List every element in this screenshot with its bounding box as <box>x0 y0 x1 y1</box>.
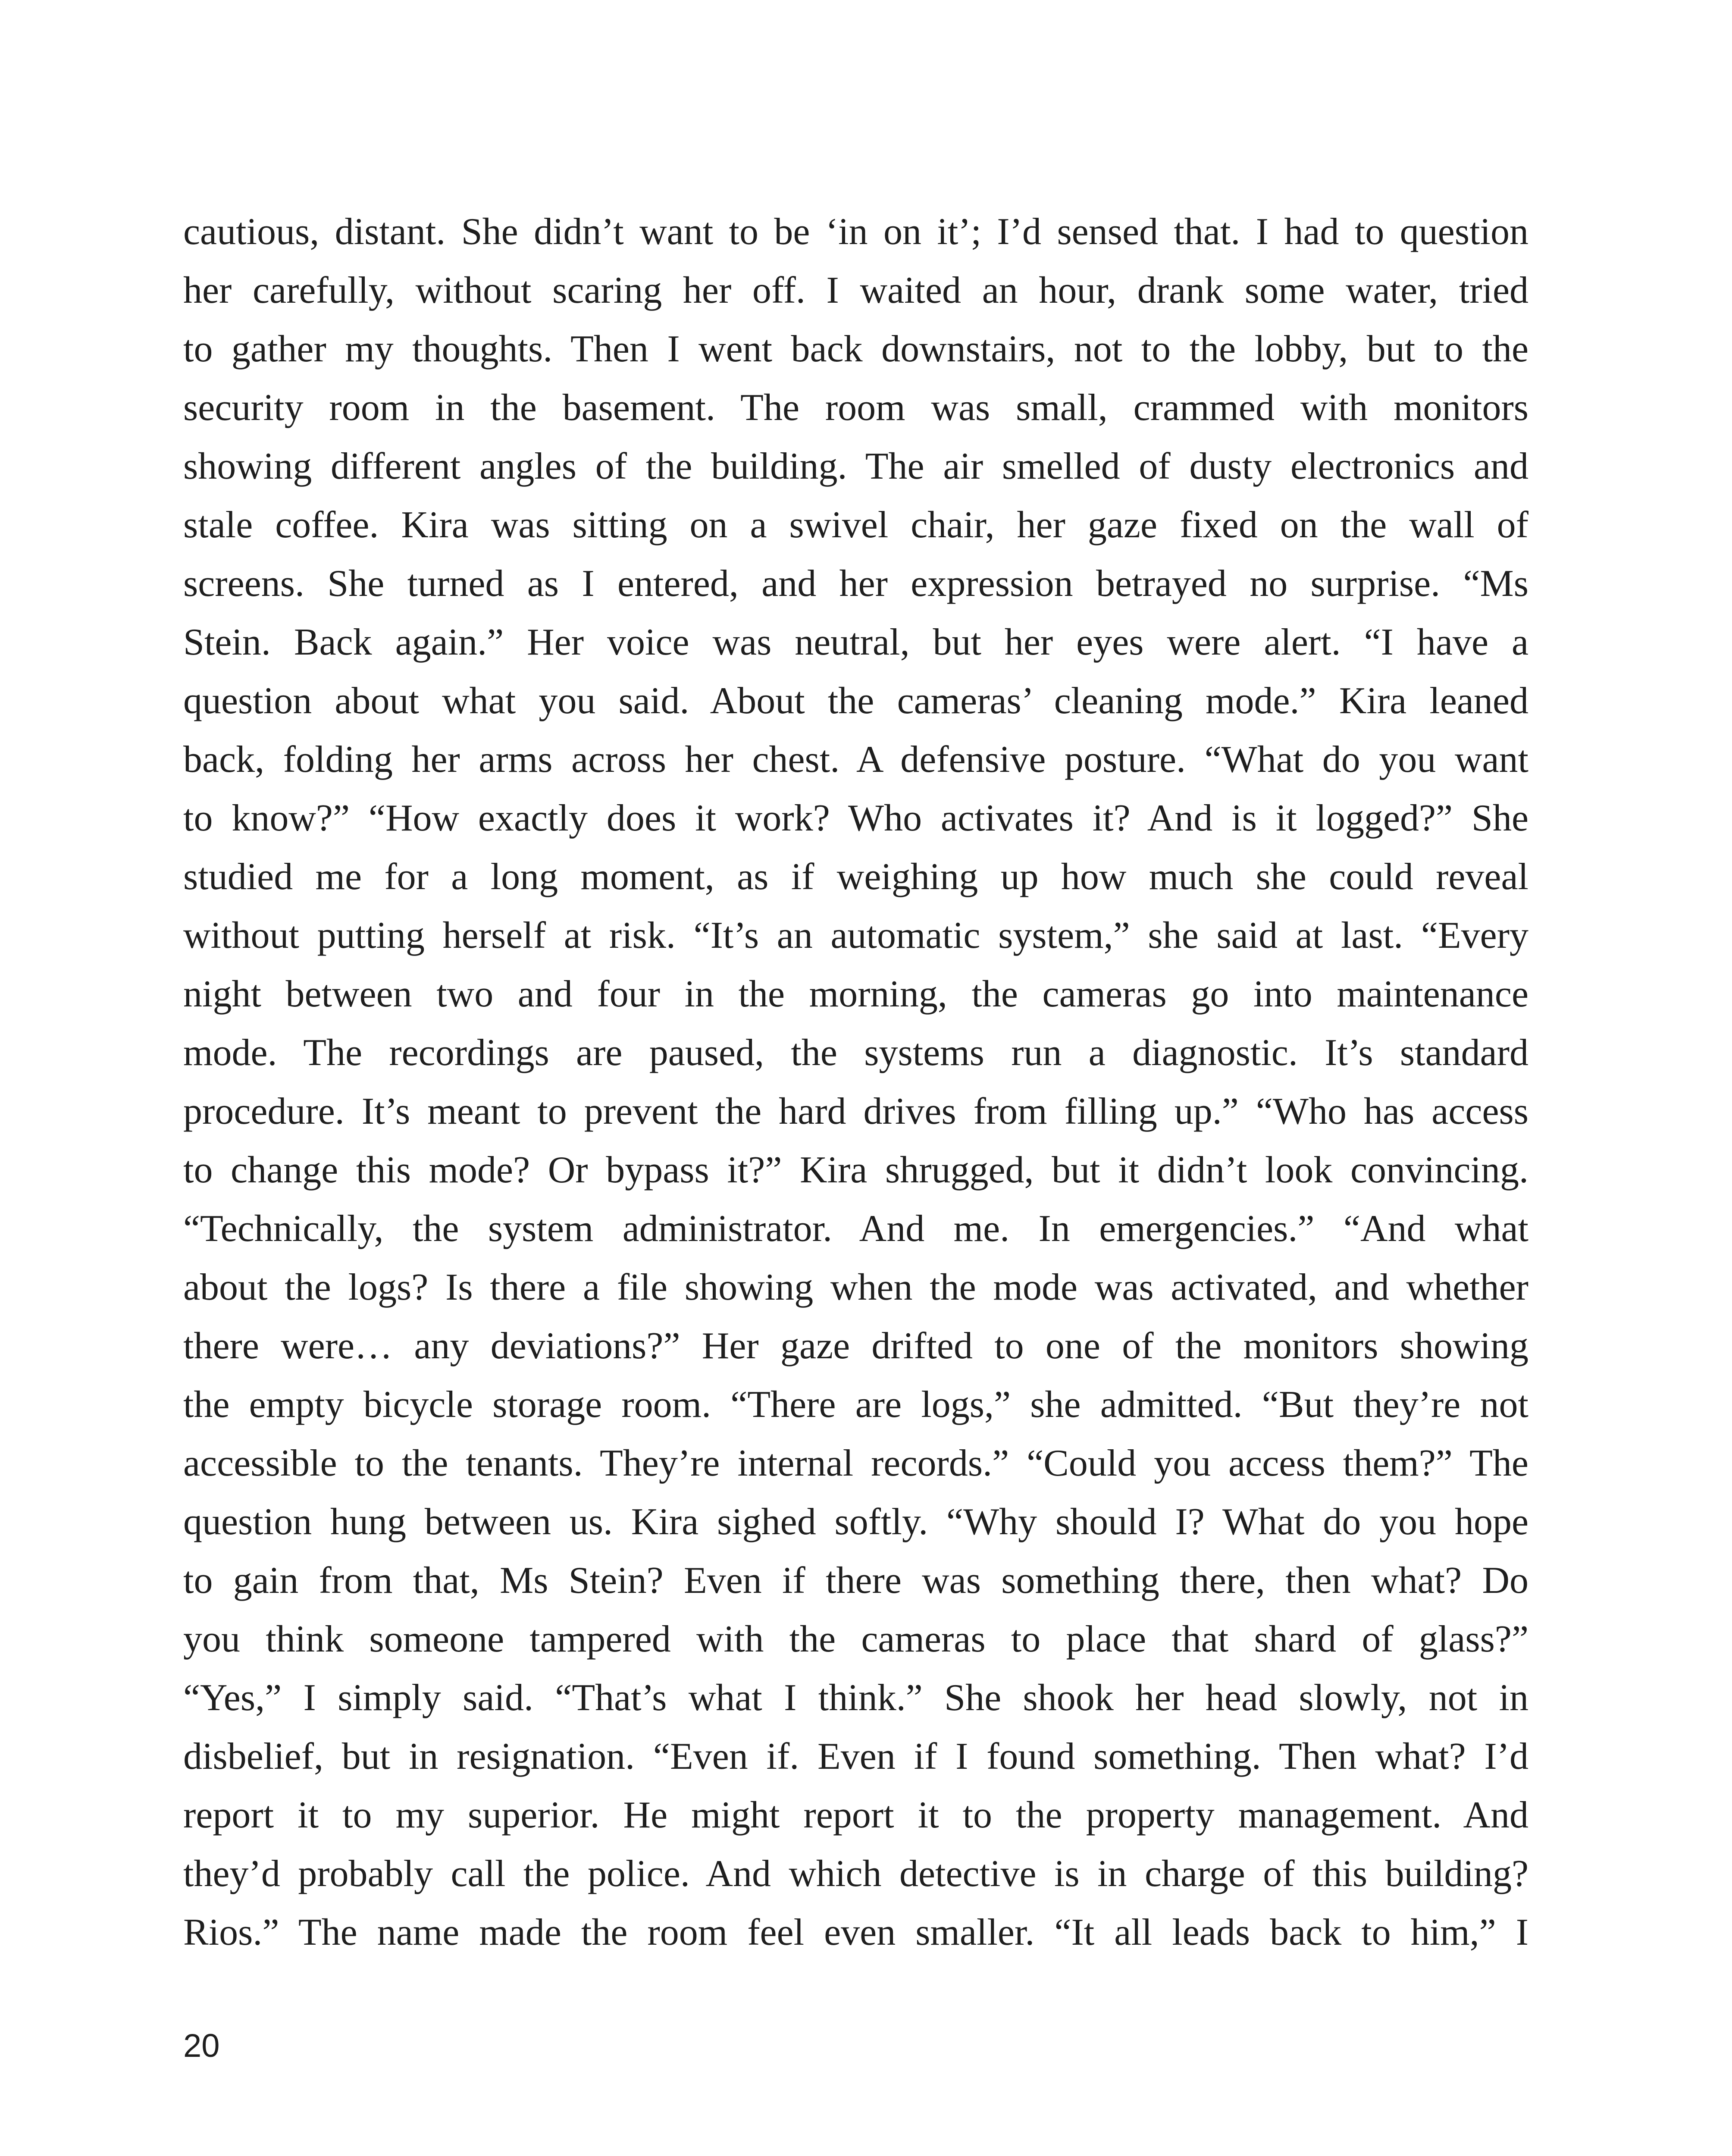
text-line: to gain from that, Ms Stein? Even if there was something there, then what? Do <box>183 1560 1528 1601</box>
text-line: her carefully, without scaring her off. I waited an hour, drank some water, tried <box>183 270 1528 311</box>
text-line: to change this mode? Or bypass it?” Kira shrugged, but it didn’t look convincing. <box>183 1149 1528 1191</box>
text-line: studied me for a long moment, as if weighing up how much she could reveal <box>183 856 1528 898</box>
text-line: Stein. Back again.” Her voice was neutral, but her eyes were alert. “I have a <box>183 621 1528 663</box>
text-line: “Yes,” I simply said. “That’s what I think.” She shook her head slowly, not in <box>183 1677 1528 1719</box>
body-text <box>183 203 1528 1962</box>
text-line: disbelief, but in resignation. “Even if. Even if I found something. Then what? I’d <box>183 1736 1528 1777</box>
text-line: stale coffee. Kira was sitting on a swivel chair, her gaze fixed on the wall of <box>183 504 1528 546</box>
text-line: procedure. It’s meant to prevent the hard drives from filling up.” “Who has access <box>183 1091 1528 1132</box>
text-line: question about what you said. About the cameras’ cleaning mode.” Kira leaned <box>183 680 1528 722</box>
text-line: about the logs? Is there a file showing when the mode was activated, and whether <box>183 1266 1528 1308</box>
text-line: accessible to the tenants. They’re internal records.” “Could you access them?” The <box>183 1442 1528 1484</box>
text-line: they’d probably call the police. And which detective is in charge of this building? <box>183 1853 1528 1895</box>
text-line: question hung between us. Kira sighed softly. “Why should I? What do you hope <box>183 1501 1528 1543</box>
text-line: the empty bicycle storage room. “There are logs,” she admitted. “But they’re not <box>183 1384 1528 1426</box>
text-line: back, folding her arms across her chest. A defensive posture. “What do you want <box>183 739 1528 780</box>
text-line: Rios.” The name made the room feel even smaller. “It all leads back to him,” I <box>183 1912 1528 1953</box>
text-line: security room in the basement. The room was small, crammed with monitors <box>183 387 1528 429</box>
text-line: without putting herself at risk. “It’s an automatic system,” she said at last. “Every <box>183 915 1528 956</box>
text-line: to gather my thoughts. Then I went back downstairs, not to the lobby, but to the <box>183 328 1528 370</box>
text-line: report it to my superior. He might report it to the property management. And <box>183 1794 1528 1836</box>
page-number: 20 <box>183 2028 220 2064</box>
text-line: showing different angles of the building. The air smelled of dusty electronics and <box>183 445 1528 487</box>
text-line: to know?” “How exactly does it work? Who activates it? And is it logged?” She <box>183 797 1528 839</box>
text-line: “Technically, the system administrator. And me. In emergencies.” “And what <box>183 1208 1528 1250</box>
text-line: night between two and four in the morning, the cameras go into maintenance <box>183 973 1528 1015</box>
text-line: cautious, distant. She didn’t want to be ‘in on it’; I’d sensed that. I had to question <box>183 211 1528 253</box>
text-line: screens. She turned as I entered, and her expression betrayed no surprise. “Ms <box>183 563 1528 605</box>
text-line: mode. The recordings are paused, the systems run a diagnostic. It’s standard <box>183 1032 1528 1074</box>
text-line: there were… any deviations?” Her gaze drifted to one of the monitors showing <box>183 1325 1528 1367</box>
text-line: you think someone tampered with the cameras to place that shard of glass?” <box>183 1618 1528 1660</box>
